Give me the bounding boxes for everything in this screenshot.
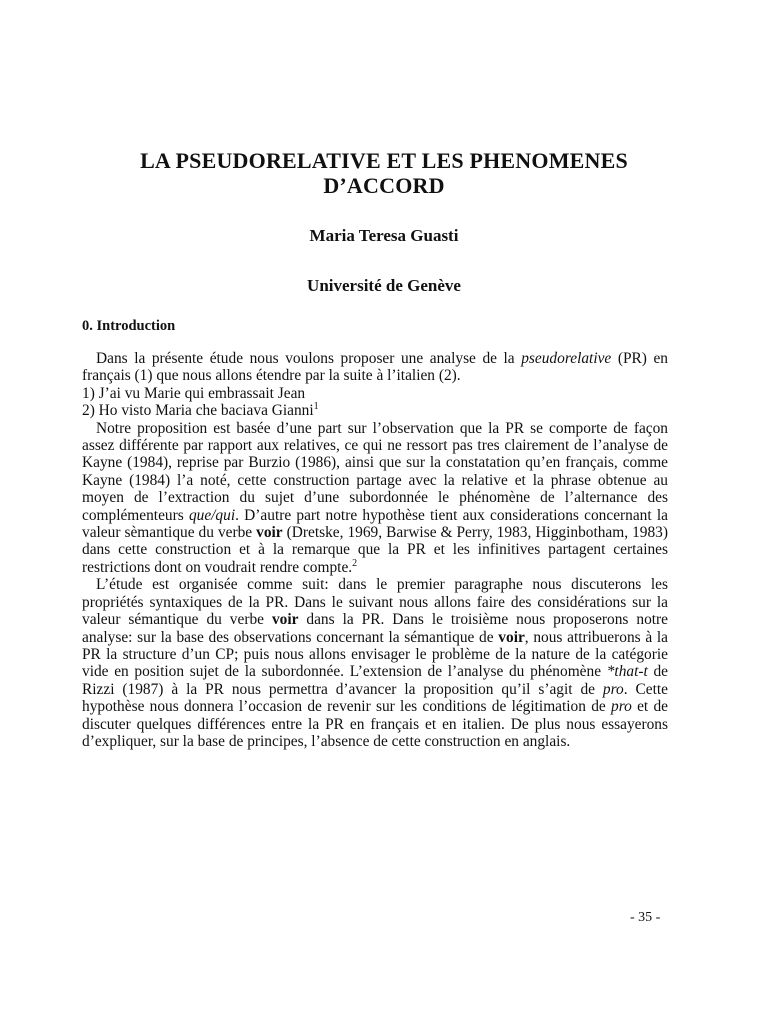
p3-emphasis-3: pro <box>611 698 632 716</box>
paper-title <box>0 148 768 198</box>
p2-text-a: Notre proposition est basée d’une part sur l’observation que la PR se comporte de façon assez différente par rapport aux relatives, ce qui ne ressort pas tres clairement de l’analyse de Kayne (1984), reprise par Burzio (1986), ainsi que sur la constatation qu’en français, comme Kayne (1984) l’a noté, cette construction partage avec la relative et la phrase obtenue au moyen de l’extraction du sujet d’une subordonnée le phénomène de l’alternance des complémenteurs <box>82 419 668 524</box>
p1-text-b: (PR) en français (1) que nous allons étendre par la suite à l’italien (2). <box>82 350 668 385</box>
p3-text-e: . Cette hypothèse nous donnera l’occasion de revenir sur les conditions de légitimation de <box>82 680 668 716</box>
footnote-ref-2: 2 <box>352 557 358 569</box>
affiliation: Université de Genève <box>307 276 461 295</box>
p1-text-a: Dans la présente étude nous voulons proposer une analyse de la <box>96 350 522 367</box>
p3-emphasis-1: *that-t <box>606 663 648 681</box>
p2-strong: voir <box>256 524 283 542</box>
paragraph-1 <box>82 350 668 385</box>
example-1: 1) J’ai vu Marie qui embrassait Jean <box>82 384 306 402</box>
p3-text-c: , nous attribuerons à la PR la structure d’un CP; puis nous allons envisager le problème de la nature de la catégorie vide en position sujet de la subordonnée. L’extension de l’analyse du phénomène <box>82 628 668 681</box>
title-line-2: D’ACCORD <box>323 173 445 198</box>
p3-strong-2: voir <box>498 628 525 646</box>
p1-emphasis: pseudorelative <box>521 350 612 367</box>
author-name: Maria Teresa Guasti <box>309 226 459 245</box>
body-text <box>82 350 668 750</box>
p2-emphasis: que/qui <box>188 506 236 524</box>
p3-text-d: de Rizzi (1987) à la PR nous permettra d’avancer la proposition qu’il s’agit de <box>82 663 669 698</box>
p3-text-f: et de discuter quelques différences entre la PR en français et en italien. De plus nous essayerons d’expliquer, sur la base de principes, l’absence de cette construction en anglais. <box>82 698 668 750</box>
page-number: - 35 - <box>630 910 661 925</box>
paragraph-2 <box>82 420 668 577</box>
p3-text-b: dans la PR. Dans le troisième nous proposerons notre analyse: sur la base des observations concernant la sémantique de <box>82 611 668 646</box>
example-2-text: 2) Ho visto Maria che baciava Gianni <box>82 402 314 420</box>
p3-strong-1: voir <box>271 611 299 629</box>
title-line-1: LA PSEUDORELATIVE ET LES PHENOMENES <box>140 148 628 173</box>
footnote-ref-1: 1 <box>313 401 319 413</box>
p3-emphasis-2: pro <box>602 680 624 698</box>
example-2 <box>82 402 668 419</box>
p2-text-b: . D’autre part notre hypothèse tient aux considerations concernant la valeur sèmantique du verbe <box>82 506 668 542</box>
paragraph-3 <box>82 576 668 750</box>
p2-text-c: (Dretske, 1969, Barwise & Perry, 1983, Higginbotham, 1983) dans cette construction et à la remarque que la PR et les infinitives partagent certaines restrictions dont on voudrait rendre compte. <box>82 524 668 576</box>
p3-text-a: L’étude est organisée comme suit: dans le premier paragraphe nous discuterons les propriétés syntaxiques de la PR. Dans le suivant nous allons faire des considérations sur la valeur sémantique du verbe <box>82 576 668 629</box>
section-heading: 0. Introduction <box>82 318 176 334</box>
